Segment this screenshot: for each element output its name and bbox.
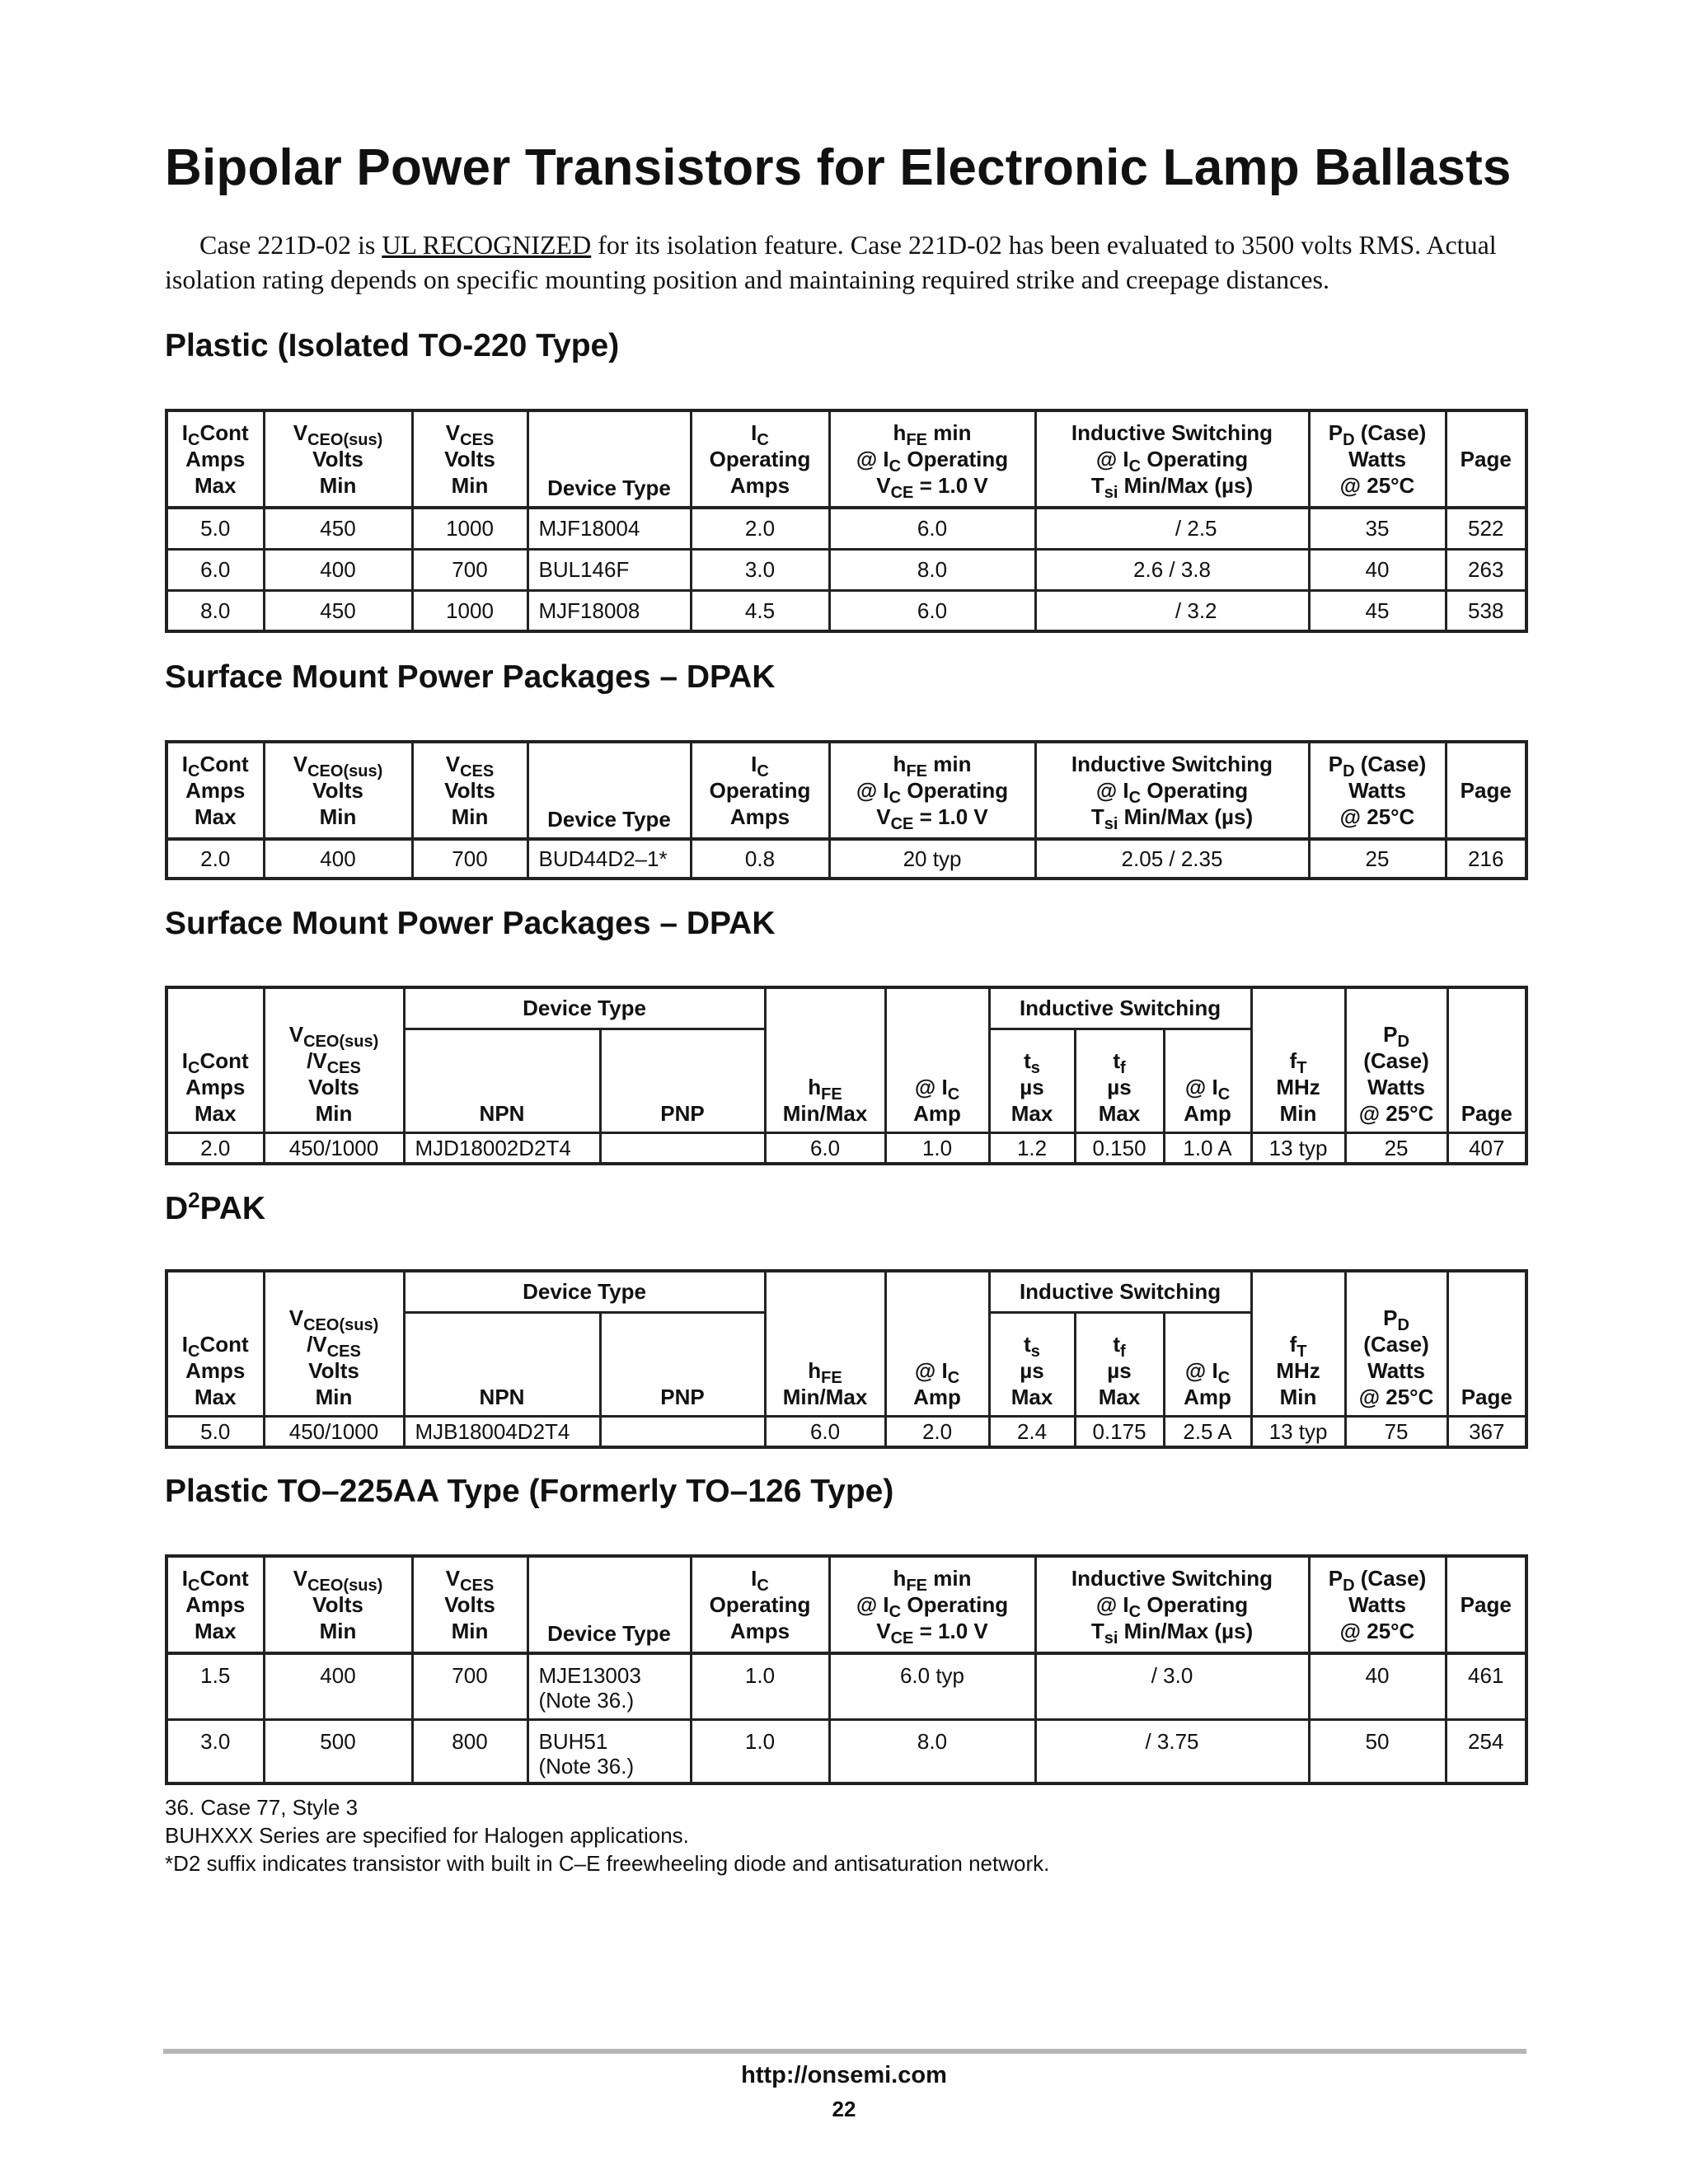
col-header-npn: NPN [404,1029,600,1132]
col-header-ft: $f_T$ MHz Min [1251,987,1345,1132]
table-to225 [165,1554,1528,1785]
cell-page: 254 [1446,1719,1526,1783]
section-title-dpak-2: Surface Mount Power Packages – DPAK [165,906,776,941]
footnote-36: 36. Case 77, Style 3 [165,1795,359,1820]
cell-device-type: MJE13003 (Note 36.) [528,1653,691,1719]
table-header-row [166,410,1526,508]
col-header-pnp: PNP [600,1029,765,1132]
section-title-to220: Plastic (Isolated TO-220 Type) [165,328,620,363]
cell-device-type: BUD44D2–1* [528,839,691,879]
footer-url-link[interactable]: http://onsemi.com [741,2062,947,2088]
cell-ic-amp: 2.0 [885,1416,989,1447]
col-header-hfe: $h_{FE}$ min @ $I_C$ Operating $V_{CE} = 1.0$ V [829,742,1035,839]
table-row [166,1719,1526,1783]
col-header-ic-cont: $I_CCont$ Amps Max [166,1271,264,1416]
cell-ic-operating: 1.0 [691,1719,829,1783]
col-header-ic-cont: $I_CCont$ Amps Max [166,987,264,1132]
cell-tf: 0.150 [1075,1132,1164,1164]
footnote-buhxxx: BUHXXX Series are specified for Halogen applications. [165,1823,689,1848]
cell-device-type: MJF18008 [528,590,691,631]
cell-ic-amp: 1.0 [885,1132,989,1164]
cell-hfe: 6.0 [765,1416,885,1447]
col-header-ts: $t_s$ µs Max [989,1029,1075,1132]
cell-page: 367 [1447,1416,1526,1447]
cell-ic-operating: 3.0 [691,549,829,590]
cell-page: 263 [1446,549,1526,590]
cell-ic-operating: 4.5 [691,590,829,631]
col-header-hfe: $h_{FE}$ min @ $I_C$ Operating $V_{CE} = 1.0$ V [829,1556,1035,1653]
cell-tf: 0.175 [1075,1416,1164,1447]
col-header-inductive-switching: Inductive Switching [989,1271,1251,1312]
col-header-pd: $P_D$ (Case) Watts @ 25°C [1309,410,1446,508]
cell-ic: 6.0 [166,549,264,590]
footer-divider [163,2049,1526,2054]
col-header-device-type: Device Type [404,1271,765,1312]
cell-vceo: 500 [264,1719,412,1783]
col-header-pd: $P_D$ (Case) Watts @ 25°C [1309,1556,1446,1653]
col-header-vces: $V_{CES}$ Volts Min [412,742,528,839]
col-header-ic-amp: @ $I_C$ Amp [885,987,989,1132]
cell-vceo: 450 [264,590,412,631]
section-title-dpak-1: Surface Mount Power Packages – DPAK [165,659,776,695]
col-header-page: Page [1446,742,1526,839]
intro-paragraph [165,227,1525,297]
cell-vces: 700 [412,549,528,590]
cell-ic: 5.0 [166,1416,264,1447]
col-header-ic-cont: $I_CCont$ Amps Max [166,1556,264,1653]
cell-page: 407 [1447,1132,1526,1164]
intro-text-pre: Case 221D-02 is [199,230,382,260]
col-header-ic-operating: $I_C$ Operating Amps [691,742,829,839]
col-header-page: Page [1446,1556,1526,1653]
col-header-hfe: $h_{FE}$ min @ $I_C$ Operating $V_{CE} = 1.0$ V [829,410,1035,508]
table-row [166,549,1526,590]
cell-tsi: / 3.75 [1035,1719,1309,1783]
cell-vces: 700 [412,1653,528,1719]
cell-vceo-vces: 450/1000 [264,1132,404,1164]
col-header-vceo-vces: $V_{CEO(sus)}$ $/V_{CES}$ Volts Min [264,987,404,1132]
cell-device-type: BUL146F [528,549,691,590]
cell-page: 522 [1446,508,1526,549]
col-header-tf: $t_f$ µs Max [1075,1029,1164,1132]
table-row [166,839,1526,879]
cell-ft: 13 typ [1251,1132,1345,1164]
cell-vceo: 400 [264,1653,412,1719]
cell-npn: MJD18002D2T4 [404,1132,600,1164]
cell-pd: 25 [1345,1132,1447,1164]
intro-text-post: for its isolation feature. Case 221D-02 has been evaluated to 3500 volts RMS. Actual isolation rating depends on specific mounting position and maintaining required strike and creepage distances. [165,230,1497,294]
cell-pd: 25 [1309,839,1446,879]
cell-ic: 3.0 [166,1719,264,1783]
cell-page: 216 [1446,839,1526,879]
col-header-ic-operating: $I_C$ Operating Amps [691,1556,829,1653]
cell-hfe: 6.0 typ [829,1653,1035,1719]
col-header-pnp: PNP [600,1312,765,1416]
col-header-pd: $P_D$ (Case) Watts @ 25°C [1309,742,1446,839]
cell-npn: MJB18004D2T4 [404,1416,600,1447]
cell-vceo: 400 [264,839,412,879]
col-header-inductive-switching: Inductive Switching @ $I_C$ Operating $T_{si}$ Min/Max (µs) [1035,410,1309,508]
table-header-row [166,742,1526,839]
table-dpak-2 [165,986,1528,1165]
cell-vceo: 400 [264,549,412,590]
col-header-device-type: Device Type [404,987,765,1029]
col-header-device-type: Device Type [528,742,691,839]
col-header-sw-ic: @ $I_C$ Amp [1164,1029,1251,1132]
cell-hfe: 6.0 [829,508,1035,549]
footnote-d2-suffix: *D2 suffix indicates transistor with built in C–E freewheeling diode and antisaturation network. [165,1851,1050,1876]
cell-ft: 13 typ [1251,1416,1345,1447]
table-header-row [166,1556,1526,1653]
col-header-ic-cont: $I_CCont$ Amps Max [166,410,264,508]
col-header-ic-amp: @ $I_C$ Amp [885,1271,989,1416]
ul-recognized-link: UL RECOGNIZED [382,230,592,260]
cell-sw-ic: 2.5 A [1164,1416,1251,1447]
cell-page: 461 [1446,1653,1526,1719]
cell-tsi: / 2.5 [1035,508,1309,549]
footnotes [165,1793,1049,1877]
cell-hfe: 6.0 [829,590,1035,631]
cell-tsi: / 3.2 [1035,590,1309,631]
col-header-ic-operating: $I_C$ Operating Amps [691,410,829,508]
cell-ic-operating: 1.0 [691,1653,829,1719]
col-header-hfe: $h_{FE}$ Min/Max [765,987,885,1132]
col-header-vceo-vces: $V_{CEO(sus)}$ $/V_{CES}$ Volts Min [264,1271,404,1416]
col-header-ic-cont: $I_CCont$ Amps Max [166,742,264,839]
cell-sw-ic: 1.0 A [1164,1132,1251,1164]
cell-hfe: 8.0 [829,549,1035,590]
col-header-vceo: $V_{CEO(sus)}$ Volts Min [264,1556,412,1653]
col-header-pd: $P_D$ (Case) Watts @ 25°C [1345,1271,1447,1416]
table-row [166,1416,1526,1447]
section-title-to225: Plastic TO–225AA Type (Formerly TO–126 Type) [165,1474,894,1509]
table-header-row [166,987,1526,1029]
col-header-npn: NPN [404,1312,600,1416]
cell-vces: 700 [412,839,528,879]
table-dpak-1 [165,740,1528,880]
table-d2pak [165,1269,1528,1449]
col-header-inductive-switching: Inductive Switching @ $I_C$ Operating $T_{si}$ Min/Max (µs) [1035,742,1309,839]
cell-device-type: BUH51 (Note 36.) [528,1719,691,1783]
table-header-row [166,1271,1526,1312]
table-row [166,590,1526,631]
cell-vces: 800 [412,1719,528,1783]
col-header-vceo: $V_{CEO(sus)}$ Volts Min [264,742,412,839]
col-header-inductive-switching: Inductive Switching @ $I_C$ Operating $T_{si}$ Min/Max (µs) [1035,1556,1309,1653]
cell-ic: 1.5 [166,1653,264,1719]
cell-vceo: 450 [264,508,412,549]
col-header-page: Page [1446,410,1526,508]
table-row [166,1132,1526,1164]
cell-ic: 8.0 [166,590,264,631]
cell-vces: 1000 [412,590,528,631]
col-header-device-type: Device Type [528,1556,691,1653]
cell-pnp [600,1132,765,1164]
page-number: 22 [832,2097,856,2121]
cell-vceo-vces: 450/1000 [264,1416,404,1447]
cell-hfe: 6.0 [765,1132,885,1164]
cell-device-type: MJF18004 [528,508,691,549]
cell-ic-operating: 2.0 [691,508,829,549]
col-header-pd: $P_D$ (Case) Watts @ 25°C [1345,987,1447,1132]
cell-ic: 2.0 [166,839,264,879]
col-header-tf: $t_f$ µs Max [1075,1312,1164,1416]
table-row [166,508,1526,549]
cell-page: 538 [1446,590,1526,631]
col-header-page: Page [1447,1271,1526,1416]
cell-ic: 5.0 [166,508,264,549]
cell-pd: 40 [1309,549,1446,590]
cell-ts: 2.4 [989,1416,1075,1447]
cell-pd: 45 [1309,590,1446,631]
col-header-vces: $V_{CES}$ Volts Min [412,1556,528,1653]
cell-tsi: 2.6 / 3.8 [1035,549,1309,590]
section-title-d2pak: $D^2PAK$ [165,1188,266,1226]
col-header-inductive-switching: Inductive Switching [989,987,1251,1029]
col-header-ft: $f_T$ MHz Min [1251,1271,1345,1416]
cell-pd: 50 [1309,1719,1446,1783]
cell-pd: 40 [1309,1653,1446,1719]
cell-tsi: 2.05 / 2.35 [1035,839,1309,879]
cell-hfe: 8.0 [829,1719,1035,1783]
col-header-hfe: $h_{FE}$ Min/Max [765,1271,885,1416]
cell-ts: 1.2 [989,1132,1075,1164]
table-row [166,1653,1526,1719]
col-header-vceo: $V_{CEO(sus)}$ Volts Min [264,410,412,508]
cell-pd: 75 [1345,1416,1447,1447]
col-header-ts: $t_s$ µs Max [989,1312,1075,1416]
col-header-vces: $V_{CES}$ Volts Min [412,410,528,508]
col-header-sw-ic: @ $I_C$ Amp [1164,1312,1251,1416]
cell-ic: 2.0 [166,1132,264,1164]
cell-tsi: / 3.0 [1035,1653,1309,1719]
col-header-device-type: Device Type [528,410,691,508]
cell-hfe: 20 typ [829,839,1035,879]
page-title: Bipolar Power Transistors for Electronic Lamp Ballasts [165,139,1512,196]
table-to220 [165,409,1528,633]
cell-pnp [600,1416,765,1447]
col-header-page: Page [1447,987,1526,1132]
cell-vces: 1000 [412,508,528,549]
cell-pd: 35 [1309,508,1446,549]
cell-ic-operating: 0.8 [691,839,829,879]
